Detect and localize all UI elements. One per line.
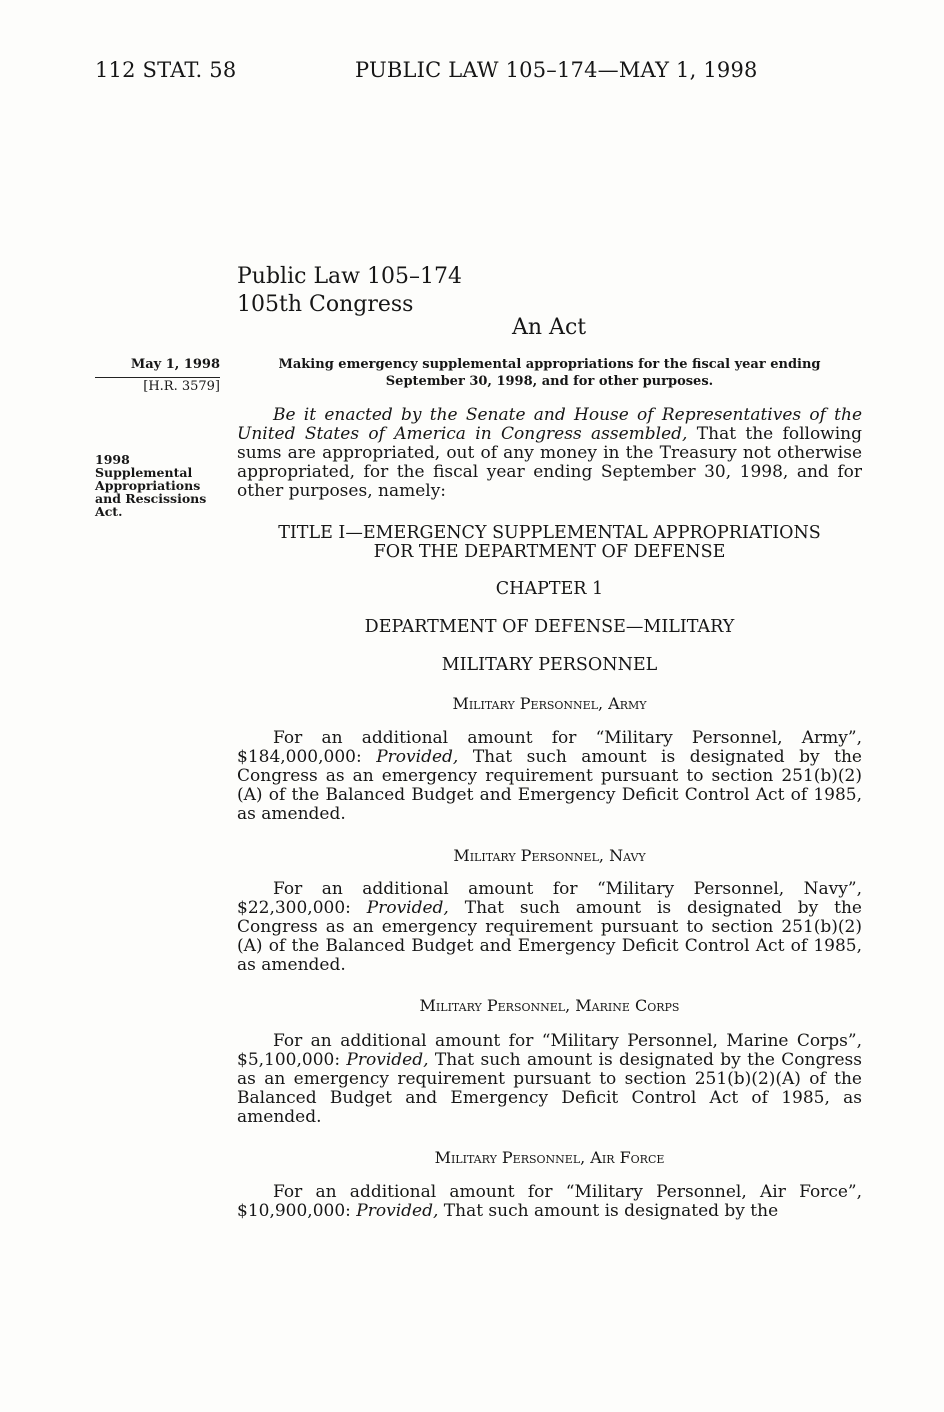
margin-date: May 1, 1998 [130,357,220,372]
public-law-number: Public Law 105–174 [237,264,462,289]
proviso-text: That such amount is designated by the [438,1201,779,1221]
enacting-text: That the following sums are appropriated, out of any money in the Treasury not otherwise appropriated, for the fiscal year ending September 30, 1998, and for other purposes, namely: [237,424,863,501]
title-heading-line-2: FOR THE DEPARTMENT OF DEFENSE [373,542,726,562]
short-title-line: and Rescissions [95,491,207,506]
section-heading-marine-corps: Military Personnel, Marine Corps [419,996,680,1015]
section-body-navy [237,880,862,975]
section-body-air-force [237,1183,862,1221]
short-title-line: 1998 [95,452,130,467]
section-heading-army: Military Personnel, Army [452,694,647,713]
appropriation-text: For an additional amount for “Military Personnel, Army”, $184,000,000: [237,728,862,767]
short-title-line: Act. [95,504,123,519]
act-purpose: Making emergency supplemental appropriations for the fiscal year ending September 30, 1998, and for other purposes. [278,357,821,389]
running-header: PUBLIC LAW 105–174—MAY 1, 1998 [355,58,758,82]
enacting-clause [237,406,862,501]
congress-number: 105th Congress [237,292,414,317]
title-heading-line-1: TITLE I—EMERGENCY SUPPLEMENTAL APPROPRIATIONS [278,523,821,543]
section-body-army [237,729,862,824]
category-heading: MILITARY PERSONNEL [441,655,658,675]
provided-term: Provided, [366,898,449,918]
proviso-text: That such amount is designated by the Congress as an emergency requirement pursuant to section 251(b)(2)(A) of the Balanced Budget and Emergency Deficit Control Act of 1985, as amended. [237,747,862,824]
provided-term: Provided, [376,747,459,767]
section-heading-air-force: Military Personnel, Air Force [434,1148,665,1167]
provided-term: Provided, [356,1201,439,1221]
chapter-heading: CHAPTER 1 [495,579,604,599]
section-heading-navy: Military Personnel, Navy [453,846,646,865]
department-heading: DEPARTMENT OF DEFENSE—MILITARY [364,617,735,637]
appropriation-text: For an additional amount for “Military Personnel, Navy”, $22,300,000: [237,879,862,918]
margin-rule [95,377,220,378]
appropriation-text: For an additional amount for “Military Personnel, Air Force”, $10,900,000: [237,1182,862,1221]
page-stat-number: 112 STAT. 58 [95,58,237,82]
margin-bill-number: [H.R. 3579] [143,379,220,394]
short-title-line: Appropriations [95,478,201,493]
proviso-text: That such amount is designated by the Congress as an emergency requirement pursuant to section 251(b)(2)(A) of the Balanced Budget and Emergency Deficit Control Act of 1985, as amended. [237,898,862,975]
enacting-formula: Be it enacted by the Senate and House of Representatives of the United States of America in Congress assembled, [237,405,862,444]
appropriation-text: For an additional amount for “Military Personnel, Marine Corps”, $5,100,000: [237,1031,862,1070]
provided-term: Provided, [346,1050,429,1070]
margin-short-title [95,453,225,518]
an-act-heading: An Act [512,315,587,340]
section-body-marine-corps [237,1032,862,1127]
short-title-line: Supplemental [95,465,193,480]
proviso-text: That such amount is designated by the Congress as an emergency requirement pursuant to section 251(b)(2)(A) of the Balanced Budget and Emergency Deficit Control Act of 1985, as amended. [237,1050,862,1127]
